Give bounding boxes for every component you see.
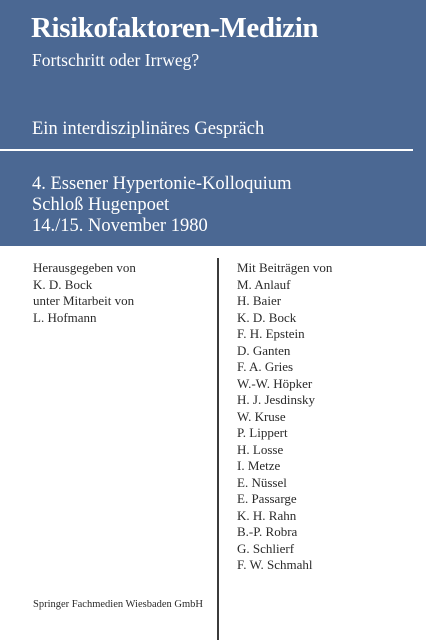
contributors-heading: Mit Beiträgen von bbox=[237, 260, 333, 275]
contributor-name: F. W. Schmahl bbox=[237, 557, 313, 572]
contributor-name: D. Ganten bbox=[237, 342, 291, 358]
contributor-name: F. H. Epstein bbox=[237, 326, 305, 341]
editors-line: Herausgegeben von bbox=[33, 260, 136, 275]
contributor-name: H. J. Jesdinsky bbox=[237, 392, 316, 407]
publisher-imprint: Springer Fachmedien Wiesbaden GmbH bbox=[33, 599, 203, 610]
contributor-name: G. Schlierf bbox=[237, 540, 295, 556]
editors-line: K. D. Bock bbox=[33, 276, 93, 292]
conversation-subtitle: Ein interdisziplinäres Gespräch bbox=[32, 119, 265, 139]
contributor-name: K. H. Rahn bbox=[237, 507, 297, 523]
contributors-block bbox=[237, 260, 332, 574]
contributor-name: M. Anlauf bbox=[237, 276, 291, 292]
event-line: Schloß Hugenpoet bbox=[32, 195, 170, 215]
horizontal-rule bbox=[0, 149, 413, 151]
book-subtitle: Fortschritt oder Irrweg? bbox=[32, 50, 200, 70]
contributor-name: W.-W. Höpker bbox=[237, 375, 313, 391]
contributor-name: H. Losse bbox=[237, 441, 284, 457]
event-line: 4. Essener Hypertonie-Kolloquium bbox=[32, 174, 292, 194]
cover-top-band bbox=[0, 0, 426, 246]
editors-line: unter Mitarbeit von bbox=[33, 293, 135, 308]
contributor-name: E. Passarge bbox=[237, 491, 297, 506]
event-line: 14./15. November 1980 bbox=[32, 216, 208, 236]
contributor-name: B.-P. Robra bbox=[237, 524, 298, 539]
editors-block bbox=[33, 260, 136, 326]
contributor-name: F. A. Gries bbox=[237, 359, 294, 374]
contributor-name: W. Kruse bbox=[237, 408, 286, 424]
contributor-name: I. Metze bbox=[237, 458, 281, 473]
contributor-name: H. Baier bbox=[237, 293, 282, 308]
event-info bbox=[32, 174, 291, 237]
contributor-name: K. D. Bock bbox=[237, 309, 297, 325]
book-title: Risikofaktoren-Medizin bbox=[31, 12, 319, 44]
editors-line: L. Hofmann bbox=[33, 309, 97, 325]
column-divider bbox=[217, 258, 219, 640]
contributor-name: P. Lippert bbox=[237, 425, 288, 440]
contributor-name: E. Nüssel bbox=[237, 474, 287, 490]
